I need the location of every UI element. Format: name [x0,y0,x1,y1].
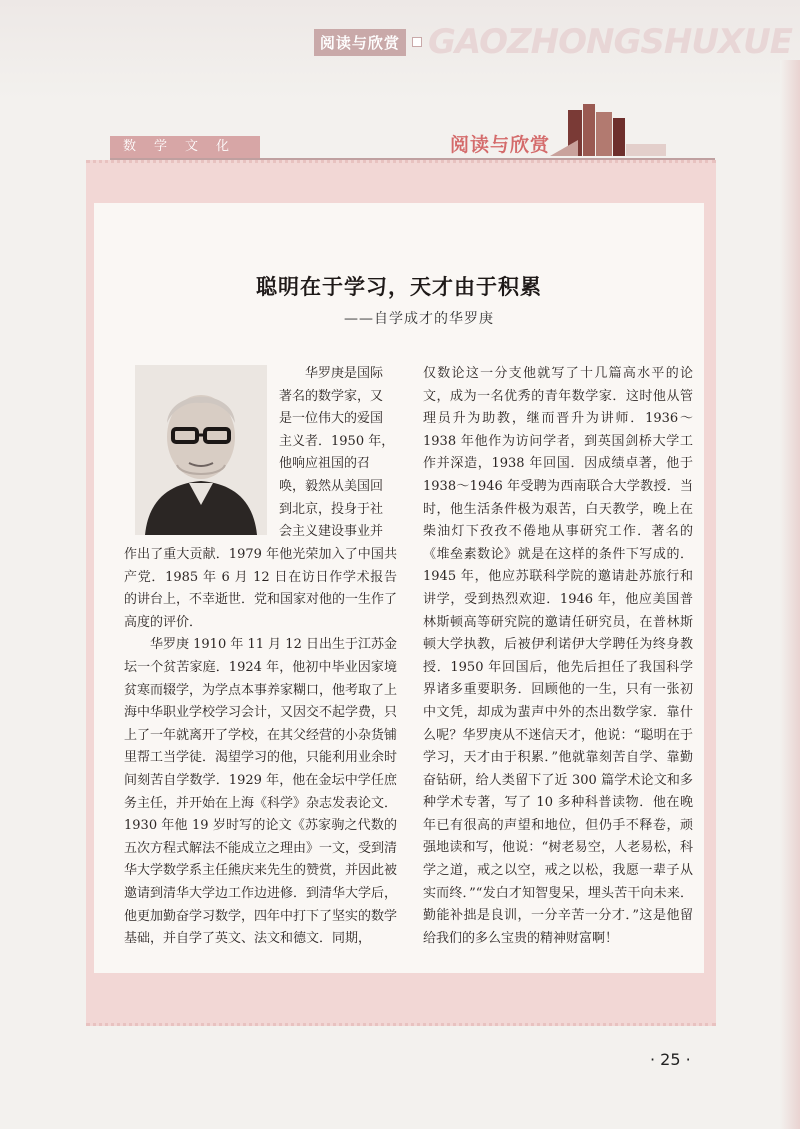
intro-line: 唤，毅然从美国回 [279,478,384,494]
intro-line: 是一位伟大的爱国 [279,411,384,427]
intro-line: 到北京，投身于社 [279,501,384,517]
intro-line: 主义者．1950 年， [279,433,395,449]
running-header-column: 阅读与欣赏 [314,29,406,56]
article-card [94,203,704,973]
left-column [124,544,397,951]
intro-line: 他响应祖国的召 [279,456,371,472]
section-band [110,136,715,160]
intro-line: 会主义建设事业并 [279,524,384,540]
right-column [423,363,693,950]
running-header-magazine: GAOZHONGSHUXUE [427,22,792,62]
books-icon [548,100,668,160]
intro-beside-photo [279,363,397,544]
intro-line: 华罗庚是国际 [305,366,384,381]
right-edge-strip [780,60,800,1129]
portrait-photo [135,365,267,535]
article-panel [86,160,716,1026]
article-subtitle: ——自学成才的华罗庚 [344,311,494,327]
intro-line: 著名的数学家，又 [279,388,384,404]
running-header [314,22,792,62]
paragraph-1-continued: 作出了重大贡献．1979 年他光荣加入了中国共产党．1985 年 6 月 12 日在访日作学术报告的讲台上，不幸逝世．党和国家对他的一生作了高度的评价． [124,547,398,630]
square-icon [412,37,422,47]
page-number: · 25 · [650,1050,691,1069]
section-tag: 数学文化 [110,136,260,158]
column-title: 阅读与欣赏 [450,134,551,156]
article-title: 聪明在于学习，天才由于积累 [256,274,542,299]
paragraph-2: 华罗庚 1910 年 11 月 12 日出生于江苏金坛一个贫苦家庭．1924 年，他初中毕业因家境贫寒而辍学，为学点本事养家糊口，他考取了上海中华职业学校学习会计，又因交不起学费，只上了一年就离开了学校，在其父经营的小杂货铺里帮工当学徒．渴望学习的他，只能利用业余时间刻苦自学数学．1929 年，他在金坛中学任庶务主任，并开始在上海《科学》杂志发表论文．1930 年他 19 岁时写的论文《苏家驹之代数的五次方程式解法不能成立之理由》一文，受到清华大学数学系主任熊庆来先生的赞赏，并因此被邀请到清华大学边工作边进修．到清华大学后，他更加勤奋学习数学，四年中打下了坚实的数学基础，并自学了英文、法文和德文．同期， [124,637,398,947]
right-paragraph: 仅数论这一分支他就写了十几篇高水平的论文，成为一名优秀的青年数学家．这时他从管理员升为助教，继而晋升为讲师．1936～1938 年他作为访问学者，到英国剑桥大学工作并深造，1938 年回国．因成绩卓著，他于 1938～1946 年受聘为西南联合大学教授．当时，他生活条件极为艰苦，白天教学，晚上在柴油灯下孜孜不倦地从事研究工作．著名的《堆垒素数论》就是在这样的条件下写成的．1945 年，他应苏联科学院的邀请赴苏旅行和讲学，受到热烈欢迎．1946 年，他应美国普林斯顿高等研究院的邀请任研究员，在普林斯顿大学执教，后被伊利诺伊大学聘任为终身教授．1950 年回国后，他先后担任了我国科学界诸多重要职务．回顾他的一生，只有一张初中文凭，却成为蜚声中外的杰出数学家．靠什么呢？华罗庚从不迷信天才，他说：“聪明在于学习，天才由于积累．”他就靠刻苦自学、靠勤奋钻研，给人类留下了近 300 篇学术论文和多种学术专著，写了 10 多种科普读物．他在晚年已有很高的声望和地位，但仍手不释卷，顽强地读和写，他说：“树老易空，人老易松，科学之道，戒之以空，戒之以松，我愿一辈子从实而终．”“发白才知智叟呆，埋头苦干向未来．勤能补拙是良训，一分辛苦一分才．”这是他留给我们的多么宝贵的精神财富啊！ [423,366,693,946]
